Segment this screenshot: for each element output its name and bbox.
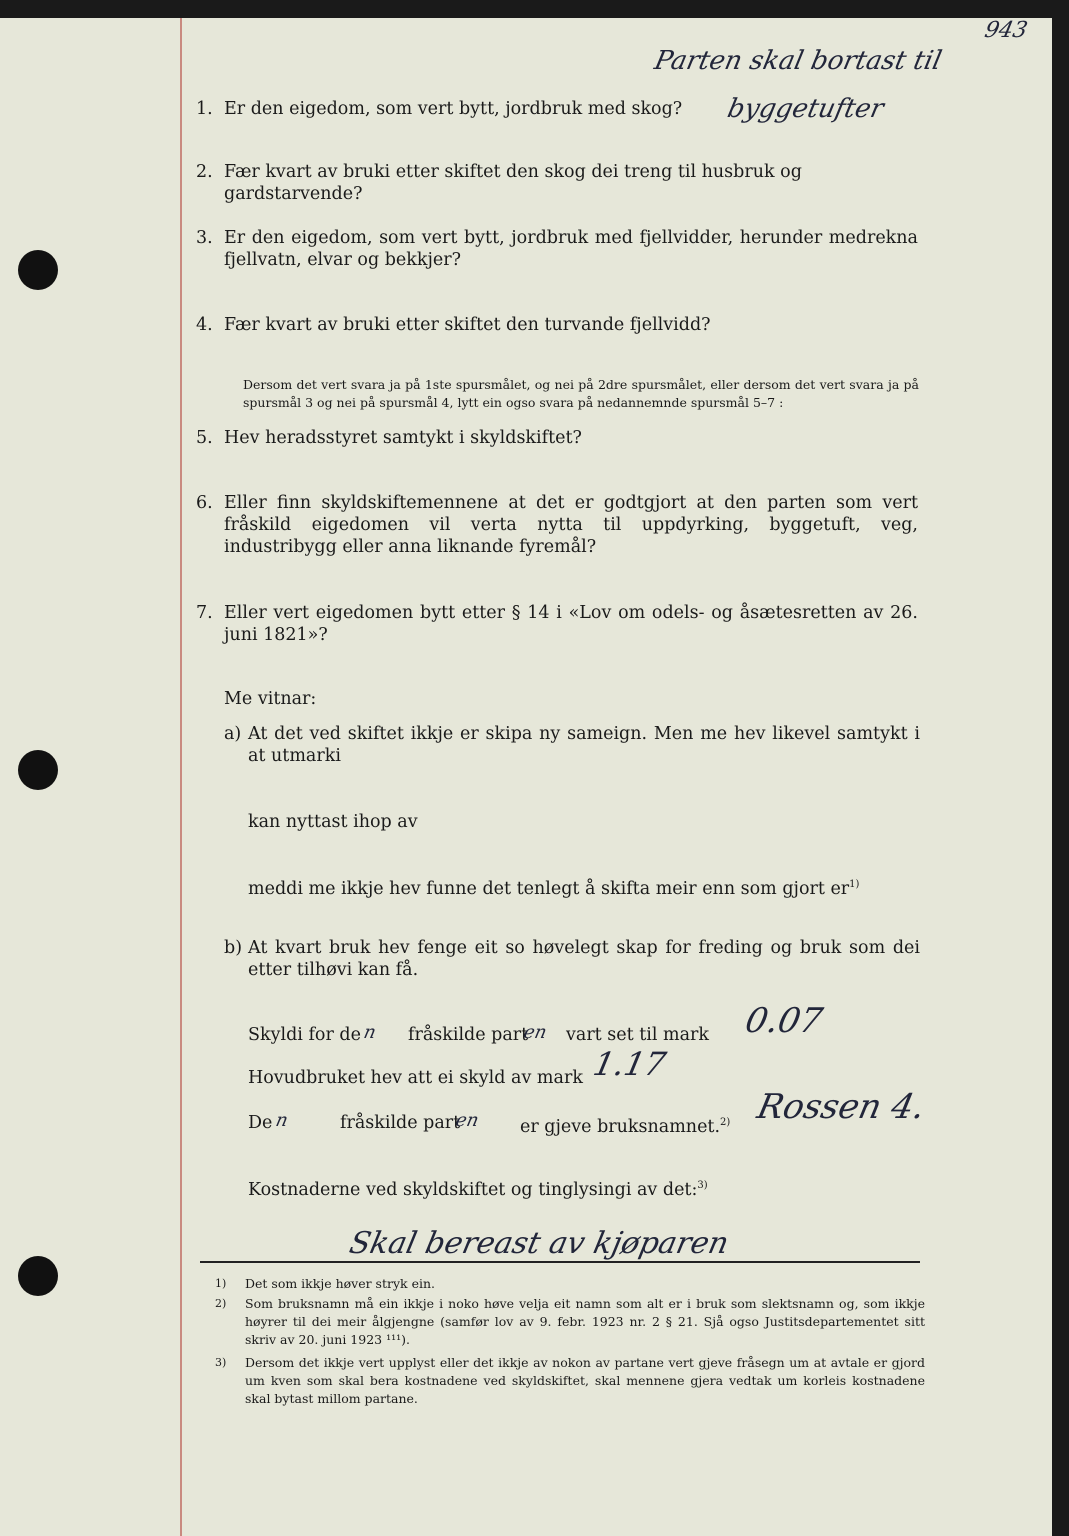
page-number-handwritten: 943 — [982, 18, 1030, 43]
skyld-line-3: De n fråskilde part en er gjeve bruksnamnet.$^{2)}$ Rossen 4. — [248, 1087, 929, 1137]
witness-a-line2: kan nyttast ihop av — [248, 812, 418, 832]
witness-intro: Me vitnar: — [224, 689, 317, 709]
document-page: 943 Parten skal bortast til byggetufter 1. Er den eigedom, som vert bytt, jordbruk med skog? 2. Fær kvart av bruki etter skiftet den skog dei treng til husbruk og gardstarvende? 3. Er den eigedom, som vert bytt, jordbruk med fjellvidder, herunder medrekna fjellvatn, elvar og bekkjer? 4. Fær kvart av bruki etter skiftet den turvande fjellvidd? Dersom det vert svara ja på 1ste spursmålet, og nei på 2dre spursmålet, eller dersom det vert svara ja på spursmål 3 og nei på spursmål 4, lytt ein ogso svara på nedannemnde spursmål 5–7 : 5. Hev heradsstyret samtykt i skyldskiftet? 6. Eller finn skyldskiftemennene at det er godtgjort at den parten som vert fråskild eigedomen vil verta nytta til uppdyrking, byggetuft, veg, industribygg eller anna liknande fyremål? 7. Eller vert eigedomen bytt etter § 14 i «Lov om odels- og åsætesretten av 26. juni 1821»? Me vitnar: a) At det ved skiftet ikkje er skipa ny sameign. Men me hev likevel samtykt i at utmarki kan nyttast ihop av meddi me ikkje hev funne det tenlegt å skifta meir enn som gjort $er^{1)}$ b) At kvart bruk hev fenge eit so høvelegt skap for freding og bruk som dei etter tilhøvi kan få. Skyldi for de n fråskilde part en vart set til mark 0.07 Hovudbruket hev att ei skyld av mark 1.17 De n fråskilde part en er gjeve bruksnamnet.$^{2)}$ Rossen 4. Kostnaderne ved skyldskiftet og tinglysingi av det:$^{3)}$ Skal bereast av kjøparen 1) Det som ikkje høver stryk ein. 2) Som bruksnamn må ein ikkje i noko høve velja eit namn som alt er i bruk som slektsnamn og, som ikkje høyrer til dei meir ålgjengne (samfør lov av 9. febr. 1923 nr. 2 § 21. Sjå ogso Justitsdepartementet sitt skriv av 20. juni 1923 ¹¹¹). 3) Dersom det ikkje vert upplyst eller det ikkje av nokon av partane vert gjeve fråsegn um at avtale er gjord um kven som skal bera kostnadene ved skyldskiftet, skal mennene gjera vedtak um korleis kostnadene skal bytast millom partane. — [0, 18, 1052, 1536]
punch-hole-top — [18, 250, 58, 290]
punch-hole-bottom — [18, 1256, 58, 1296]
header-handwritten-line2: byggetufter — [724, 94, 887, 124]
header-handwritten-line1: Parten skal bortast til — [651, 46, 945, 76]
costs-line: Kostnaderne ved skyldskiftet og tinglysingi av det:$^{3)}$ — [248, 1179, 708, 1200]
hovudbruk-skyld-handwritten: 1.17 — [589, 1045, 670, 1083]
bruksnamn-handwritten: Rossen 4. — [753, 1087, 929, 1127]
footnote-2: 2) Som bruksnamn må ein ikkje i noko høve velja eit namn som alt er i bruk som slektsnamn og, som ikkje høyrer til dei meir ålgjengne (samfør lov av 9. febr. 1923 nr. 2 § 21. Sjå ogso Justitsdepartementet sitt skriv av 20. juni 1923 ¹¹¹). — [215, 1296, 925, 1347]
witness-a-line3: meddi me ikkje hev funne det tenlegt å skifta meir enn som gjort $er^{1)}$ — [248, 878, 860, 899]
skyld-line-1: Skyldi for de n fråskilde part en vart set til mark 0.07 — [248, 1001, 826, 1045]
footnote-divider — [200, 1261, 920, 1263]
footnote-1: 1) Det som ikkje høver stryk ein. — [215, 1276, 436, 1291]
skyld-value-handwritten: 0.07 — [741, 1001, 826, 1041]
costs-handwritten: Skal bereast av kjøparen — [346, 1226, 732, 1261]
margin-line — [180, 18, 182, 1536]
punch-hole-middle — [18, 750, 58, 790]
footnote-3: 3) Dersom det ikkje vert upplyst eller det ikkje av nokon av partane vert gjeve fråsegn um at avtale er gjord um kven som skal bera kostnadene ved skyldskiftet, skal mennene gjera vedtak um korleis kostnadene skal bytast millom partane. — [215, 1355, 925, 1406]
skyld-line-2: Hovudbruket hev att ei skyld av mark 1.17 — [248, 1045, 670, 1088]
instruction-note: Dersom det vert svara ja på 1ste spursmålet, og nei på 2dre spursmålet, eller dersom det vert svara ja på spursmål 3 og nei på spursmål 4, lytt ein ogso svara på nedannemnde spursmål 5–7 : — [243, 377, 919, 410]
